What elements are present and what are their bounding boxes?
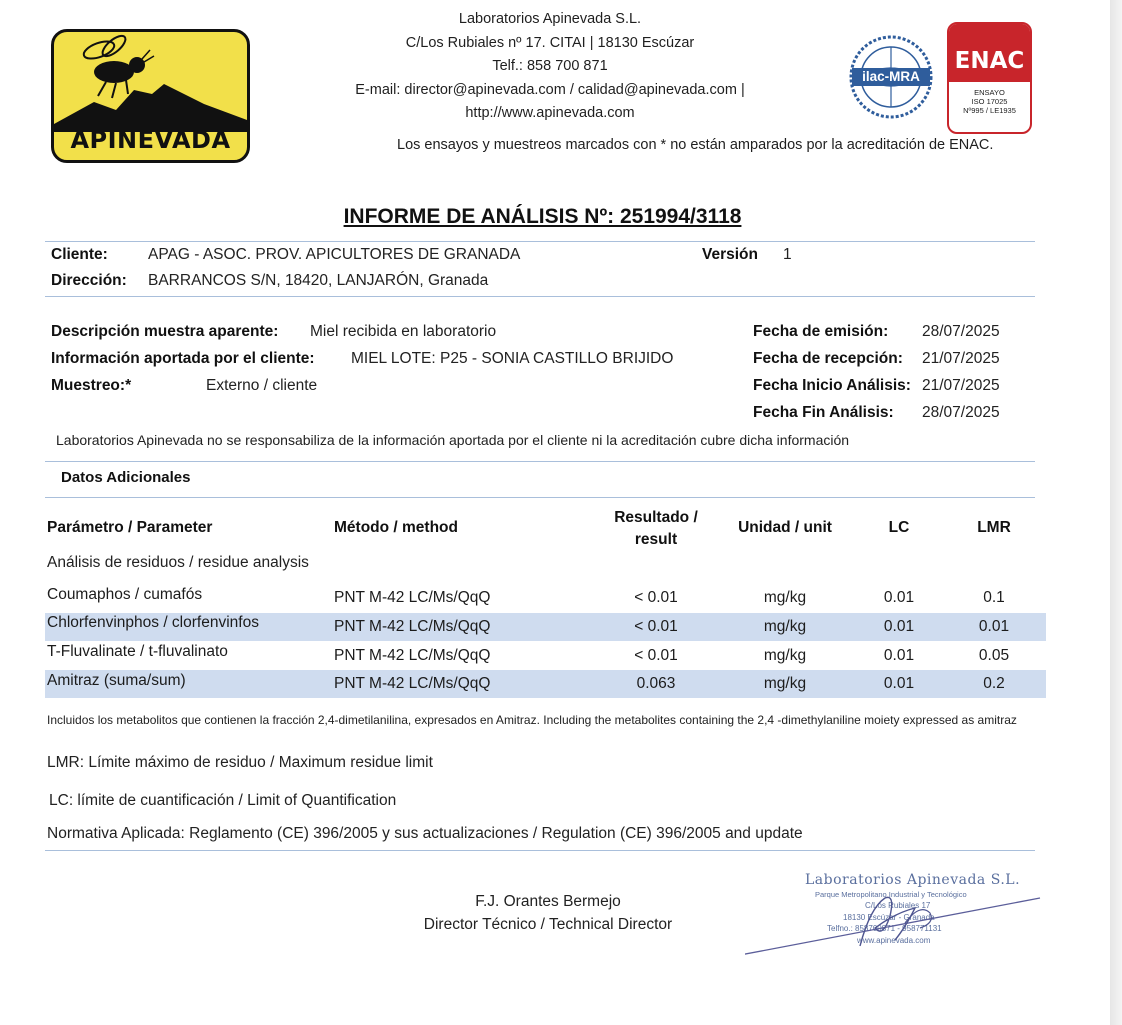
- logo-wordmark: APINEVADA: [70, 126, 231, 154]
- reception-date-value: 21/07/2025: [922, 350, 1000, 367]
- disclaimer: Laboratorios Apinevada no se responsabiliza de la información aportada por el cliente ni la acreditación cubre dicha información: [56, 432, 850, 448]
- stamp-line: Laboratorios Apinevada S.L.: [805, 872, 1021, 888]
- cell-result: < 0.01: [634, 618, 678, 635]
- stamp-line: 18130 Escúzar - Granada: [843, 913, 935, 922]
- amitraz-note: Incluidos los metabolitos que contienen la fracción 2,4-dimetilanilina, expresados en Amitraz. Including the metabolites containing the 2,4 -dimethylaniline moiety expressed as amitraz: [47, 713, 1017, 727]
- cell-method: PNT M-42 LC/Ms/QqQ: [334, 647, 491, 664]
- cell-lc: 0.01: [883, 647, 915, 664]
- cell-unit: mg/kg: [763, 618, 807, 635]
- stamp-line: www.apinevada.com: [857, 936, 931, 945]
- cell-parameter: T-Fluvalinate / t-fluvalinato: [47, 643, 228, 660]
- col-header-method: Método / method: [334, 519, 458, 536]
- additional-data-title: Datos Adicionales: [61, 469, 191, 486]
- start-date-label: Fecha Inicio Análisis:: [753, 377, 911, 394]
- lab-contact-block: [300, 8, 800, 126]
- cell-result: 0.063: [636, 675, 676, 692]
- issue-date-label: Fecha de emisión:: [753, 323, 889, 340]
- cell-result: < 0.01: [634, 647, 678, 664]
- col-header-result-line2: result: [634, 531, 678, 548]
- cell-parameter: Coumaphos / cumafós: [47, 586, 203, 603]
- divider: [45, 850, 1035, 851]
- version-value: 1: [783, 246, 792, 263]
- cell-unit: mg/kg: [763, 675, 807, 692]
- lab-address: C/Los Rubiales nº 17. CITAI | 18130 Escúzar: [405, 34, 695, 51]
- lab-email: E-mail: director@apinevada.com / calidad@apinevada.com |: [355, 81, 745, 98]
- client-label: Cliente:: [51, 246, 108, 263]
- cell-lmr: 0.05: [978, 647, 1010, 664]
- enac-name: ENAC: [949, 24, 1030, 82]
- ilac-logo-text: ilac-MRA: [862, 69, 920, 84]
- cell-method: PNT M-42 LC/Ms/QqQ: [334, 589, 491, 606]
- description-value: Miel recibida en laboratorio: [310, 323, 497, 340]
- stamp-line: Telfno.: 858700871 - 958771131: [827, 924, 942, 933]
- stamp-line: Parque Metropolitano Industrial y Tecnológico: [815, 890, 967, 899]
- cell-lc: 0.01: [883, 618, 915, 635]
- cell-lmr: 0.1: [983, 589, 1005, 606]
- divider: [45, 296, 1035, 297]
- enac-line2: ISO 17025: [971, 97, 1008, 106]
- cell-method: PNT M-42 LC/Ms/QqQ: [334, 675, 491, 692]
- cell-parameter: Chlorfenvinphos / clorfenvinfos: [47, 614, 259, 631]
- sampling-value: Externo / cliente: [206, 377, 318, 394]
- lmr-note: LMR: Límite máximo de residuo / Maximum residue limit: [47, 754, 433, 771]
- cell-lmr: 0.01: [978, 618, 1010, 635]
- accreditation-note: Los ensayos y muestreos marcados con * no están amparados por la acreditación de ENAC.: [397, 137, 994, 153]
- handwritten-signature-icon: [745, 868, 1045, 958]
- lab-phone: Telf.: 858 700 871: [492, 58, 608, 74]
- client-info-label: Información aportada por el cliente:: [51, 350, 315, 367]
- end-date-value: 28/07/2025: [922, 404, 1000, 421]
- cell-method: PNT M-42 LC/Ms/QqQ: [334, 618, 491, 635]
- signatory-role: Director Técnico / Technical Director: [423, 916, 673, 933]
- description-label: Descripción muestra aparente:: [51, 323, 279, 340]
- col-header-lc: LC: [888, 519, 910, 536]
- cell-unit: mg/kg: [763, 589, 807, 606]
- lab-name: Laboratorios Apinevada S.L.: [458, 11, 642, 27]
- enac-logo: [947, 22, 1032, 134]
- address-label: Dirección:: [51, 272, 127, 289]
- version-label: Versión: [702, 246, 758, 263]
- divider: [45, 461, 1035, 462]
- divider: [45, 241, 1035, 242]
- signature-block: [412, 890, 684, 936]
- page-edge-shadow: [1110, 0, 1122, 1025]
- address-value: BARRANCOS S/N, 18420, LANJARÓN, Granada: [148, 272, 489, 289]
- start-date-value: 21/07/2025: [922, 377, 1000, 394]
- company-stamp: [745, 868, 1045, 958]
- enac-line3: Nº995 / LE1935: [963, 106, 1016, 115]
- regulation-note: Normativa Aplicada: Reglamento (CE) 396/2005 y sus actualizaciones / Regulation (CE) 396/2005 and update: [47, 825, 803, 842]
- cell-parameter: Amitraz (suma/sum): [47, 672, 186, 689]
- client-info-value: MIEL LOTE: P25 - SONIA CASTILLO BRIJIDO: [351, 350, 674, 367]
- col-header-result-line1: Resultado /: [614, 509, 698, 526]
- signatory-name: F.J. Orantes Bermejo: [475, 893, 621, 910]
- enac-line1: ENSAYO: [974, 88, 1005, 97]
- cell-result: < 0.01: [634, 589, 678, 606]
- col-header-result: [596, 507, 716, 551]
- divider: [45, 497, 1035, 498]
- apinevada-logo: [51, 29, 250, 163]
- lc-note: LC: límite de cuantificación / Limit of Quantification: [49, 792, 397, 809]
- reception-date-label: Fecha de recepción:: [753, 350, 903, 367]
- col-header-unit: Unidad / unit: [738, 519, 832, 536]
- col-header-parameter: Parámetro / Parameter: [47, 519, 213, 536]
- ilac-mra-logo: [848, 34, 934, 120]
- cell-unit: mg/kg: [763, 647, 807, 664]
- lab-website: http://www.apinevada.com: [465, 105, 635, 121]
- report-title: INFORME DE ANÁLISIS Nº: 251994/3118: [343, 205, 742, 228]
- client-value: APAG - ASOC. PROV. APICULTORES DE GRANADA: [148, 246, 521, 263]
- issue-date-value: 28/07/2025: [922, 323, 1000, 340]
- section-label: Análisis de residuos / residue analysis: [47, 554, 309, 571]
- stamp-line: C/Los Rubiales 17: [865, 901, 931, 910]
- cell-lc: 0.01: [883, 675, 915, 692]
- sampling-label: Muestreo:*: [51, 377, 132, 394]
- col-header-lmr: LMR: [977, 519, 1011, 536]
- cell-lc: 0.01: [883, 589, 915, 606]
- end-date-label: Fecha Fin Análisis:: [753, 404, 894, 421]
- cell-lmr: 0.2: [983, 675, 1005, 692]
